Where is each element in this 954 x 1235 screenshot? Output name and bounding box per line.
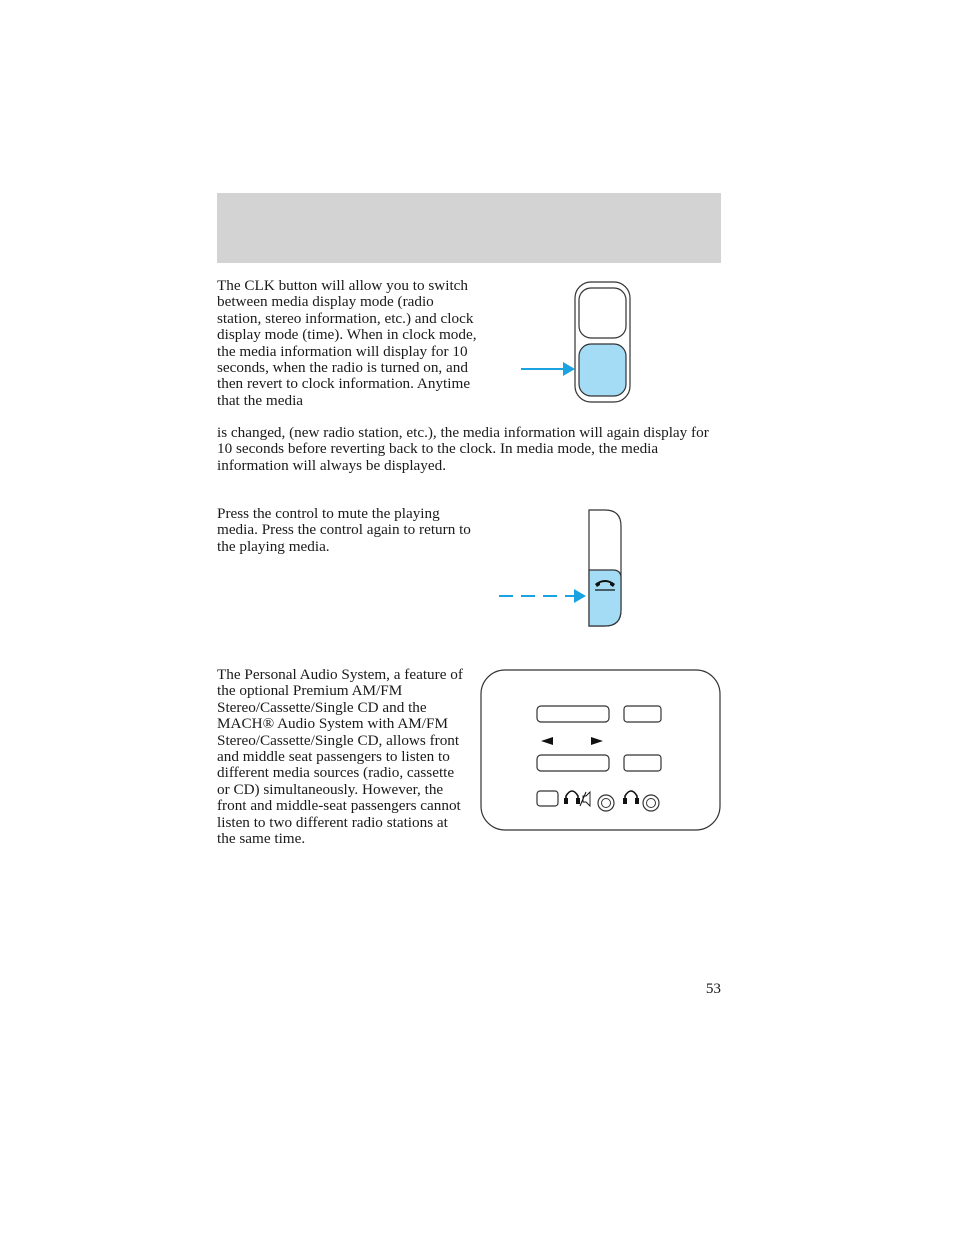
panel-button-wide-top	[537, 706, 609, 722]
mute-control-figure	[495, 506, 630, 631]
panel-button-square	[537, 791, 558, 806]
clk-switch-upper-button	[579, 288, 626, 338]
panel-button-wide-bottom	[537, 755, 609, 771]
mute-control-button	[589, 570, 621, 626]
clk-pointer-arrow	[521, 362, 575, 376]
mute-description: Press the control to mute the playing media. Press the control again to return to the playing media.	[217, 505, 471, 555]
clk-description-continued: is changed, (new radio station, etc.), the media information will again display for 10 seconds before reverting back to the clock. In media mode, the media information will always be displayed.	[217, 424, 709, 474]
clk-button-figure	[515, 280, 640, 405]
mute-pointer-arrow	[499, 589, 586, 603]
panel-button-small-top	[624, 706, 661, 722]
clk-description: The CLK button will allow you to switch between media display mode (radio station, stereo information, etc.) and clock display mode (time). When in clock mode, the media information will display for 10 seconds, when the radio is turned on, and then revert to clock information. Anytime that the media	[217, 277, 477, 409]
panel-button-small-bottom	[624, 755, 661, 771]
section-header-band	[217, 193, 721, 263]
clk-switch-lower-button	[579, 344, 626, 396]
personal-audio-panel-figure	[478, 668, 723, 833]
headphone-jack-icon	[598, 795, 614, 811]
personal-audio-description: The Personal Audio System, a feature of the optional Premium AM/FM Stereo/Cassette/Single CD and the MACH® Audio System with AM/FM Stereo/Cassette/Single CD, allows front and middle seat passengers to listen to different media sources (radio, cassette or CD) simultaneously. However, the front and middle-seat passengers cannot listen to two different radio stations at the same time.	[217, 666, 463, 848]
headphone-jack-icon	[643, 795, 659, 811]
page-number: 53	[705, 980, 721, 997]
